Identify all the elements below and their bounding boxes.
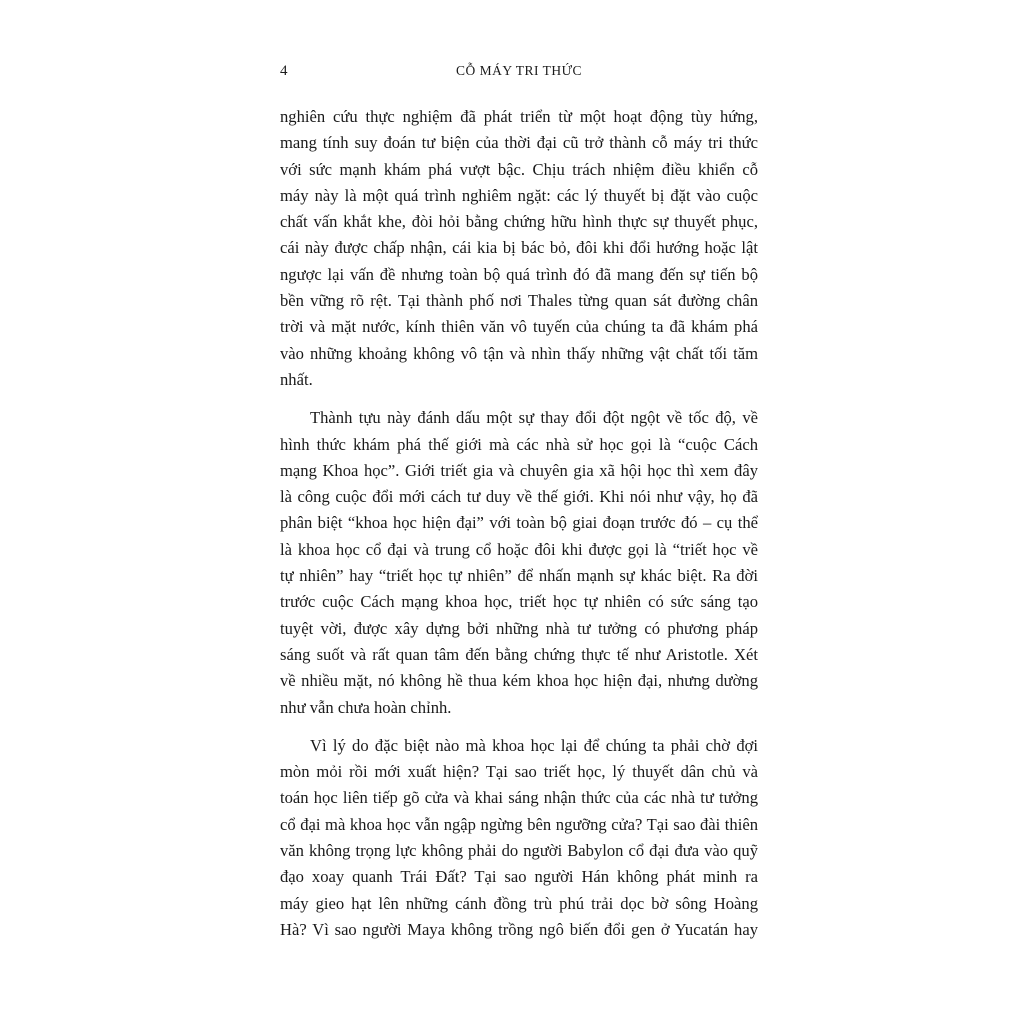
text-line: phân biệt “khoa học hiện đại” với toàn bộ giai đoạn trước đó – cụ thể <box>280 513 758 533</box>
text-line: chất vấn khắt khe, đòi hỏi bằng chứng hữu hình thực sự thuyết phục, <box>280 212 758 232</box>
text-line: đạo xoay quanh Trái Đất? Tại sao người Hán không phát minh ra <box>280 867 758 887</box>
text-line: trước cuộc Cách mạng khoa học, triết học tự nhiên có sức sáng tạo <box>280 592 758 612</box>
text-line: nhất. <box>280 369 313 389</box>
paragraph-2 <box>280 405 758 721</box>
text-line: hình thức khám phá thế giới mà các nhà sử học gọi là “cuộc Cách <box>280 434 758 454</box>
book-page <box>280 0 758 1024</box>
text-line: là công cuộc đổi mới cách tư duy về thế giới. Khi nói như vậy, họ đã <box>280 487 758 507</box>
paragraph-3 <box>280 733 758 943</box>
book-title: CỖ MÁY TRI THỨC <box>455 63 583 78</box>
text-line: Hà? Vì sao người Maya không trồng ngô biến đổi gen ở Yucatán hay <box>280 919 758 939</box>
text-line: mạng Khoa học”. Giới triết gia và chuyên gia xã hội học thì xem đây <box>280 460 758 480</box>
text-line: như vẫn chưa hoàn chỉnh. <box>280 697 452 717</box>
text-line: vào những khoảng không vô tận và nhìn thấy những vật chất tối tăm <box>280 343 758 363</box>
text-line: ngược lại vấn đề nhưng toàn bộ quá trình đó đã mang đến sự tiến bộ <box>280 264 758 284</box>
body-text <box>280 104 758 943</box>
text-line: tự nhiên” hay “triết học tự nhiên” để nhấn mạnh sự khác biệt. Ra đời <box>280 566 758 586</box>
text-line: nghiên cứu thực nghiệm đã phát triển từ một hoạt động tùy hứng, <box>280 107 758 126</box>
page-number: 4 <box>280 63 288 79</box>
text-line: máy gieo hạt lên những cánh đồng trù phú trải dọc bờ sông Hoàng <box>280 893 758 913</box>
text-line: mòn mỏi rồi mới xuất hiện? Tại sao triết học, lý thuyết dân chủ và <box>280 762 758 782</box>
text-line: cái này được chấp nhận, cái kia bị bác bỏ, đôi khi đổi hướng hoặc lật <box>280 238 758 258</box>
text-line: bền vững rõ rệt. Tại thành phố nơi Thales từng quan sát đường chân <box>280 291 758 311</box>
text-line: là khoa học cổ đại và trung cổ hoặc đôi khi được gọi là “triết học về <box>280 539 758 559</box>
text-line: với sức mạnh khám phá vượt bậc. Chịu trách nhiệm điều khiển cỗ <box>280 159 758 179</box>
text-line: máy này là một quá trình nghiêm ngặt: các lý thuyết bị đặt vào cuộc <box>280 185 758 205</box>
text-line: Thành tựu này đánh dấu một sự thay đổi đột ngột về tốc độ, về <box>310 408 758 428</box>
text-line: mang tính suy đoán tư biện của thời đại cũ trở thành cỗ máy tri thức <box>280 133 758 153</box>
running-head <box>280 63 758 83</box>
text-line: cổ đại mà khoa học vẫn ngập ngừng bên ngưỡng cửa? Tại sao đài thiên <box>280 814 758 834</box>
text-line: toán học liên tiếp gõ cửa và khai sáng nhận thức của các nhà tư tưởng <box>280 788 758 808</box>
text-line: về nhiều mặt, nó không hề thua kém khoa học hiện đại, nhưng dường <box>280 671 758 691</box>
paragraph-1 <box>280 104 758 393</box>
text-line: tuyệt vời, được xây dựng bởi những nhà tư tưởng có phương pháp <box>280 618 758 638</box>
text-line: văn không trọng lực không phải do người Babylon cổ đại đưa vào quỹ <box>280 841 758 861</box>
text-line: Vì lý do đặc biệt nào mà khoa học lại để chúng ta phải chờ đợi <box>310 735 758 755</box>
text-line: sáng suốt và rất quan tâm đến bằng chứng thực tế như Aristotle. Xét <box>280 644 758 664</box>
text-line: trời và mặt nước, kính thiên văn vô tuyến của chúng ta đã khám phá <box>280 317 758 337</box>
